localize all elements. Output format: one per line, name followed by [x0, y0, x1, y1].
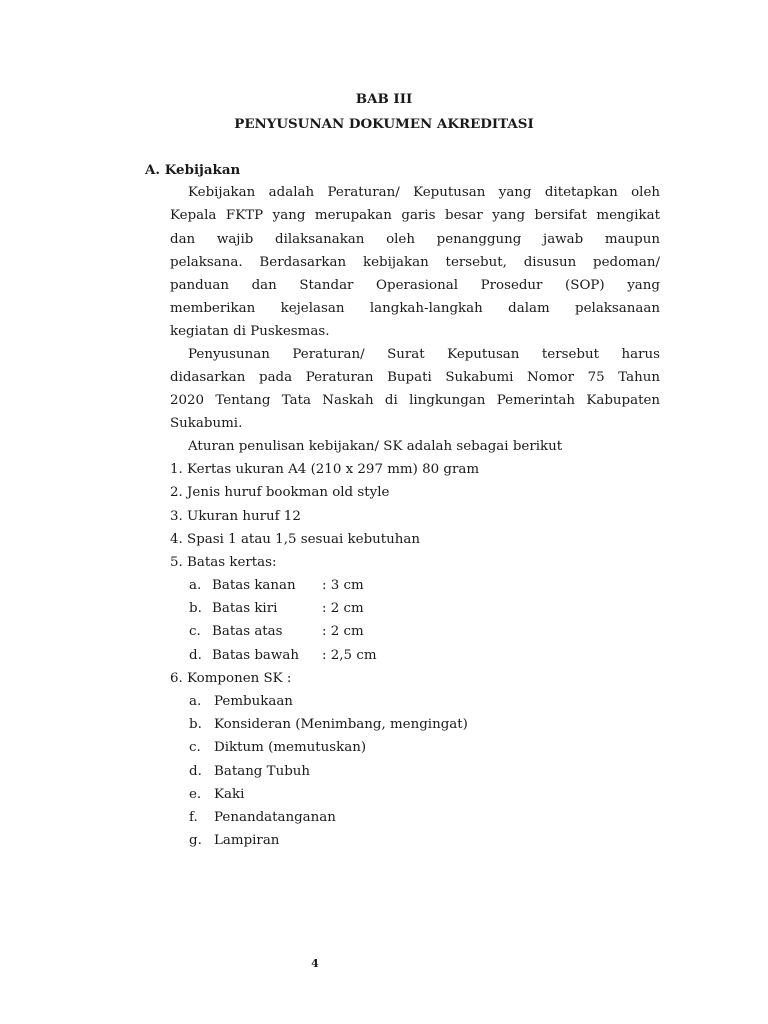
component-label: Batang Tubuh: [214, 764, 311, 779]
paragraph-1-line-7: kegiatan di Puskesmas.: [170, 324, 330, 339]
list-item: 6. Komponen SK :: [170, 671, 292, 686]
margin-letter: d.: [189, 648, 202, 663]
margin-letter: c.: [189, 624, 201, 639]
margin-label: Batas kiri: [212, 601, 278, 616]
margin-label: Batas kanan: [212, 578, 296, 593]
component-letter: a.: [189, 694, 202, 709]
list-item: 3. Ukuran huruf 12: [170, 509, 301, 524]
list-item: 1. Kertas ukuran A4 (210 x 297 mm) 80 gram: [170, 462, 480, 477]
paragraph-1-line-4: pelaksana. Berdasarkan kebijakan tersebut, disusun pedoman/: [170, 255, 660, 270]
margin-value: : 2 cm: [322, 624, 364, 639]
component-label: Diktum (memutuskan): [214, 740, 367, 755]
component-label: Lampiran: [214, 833, 280, 848]
chapter-number: BAB III: [355, 91, 413, 107]
paragraph-1-line-3: dan wajib dilaksanakan oleh penanggung jawab maupun: [170, 232, 660, 247]
component-letter: g.: [189, 833, 202, 848]
margin-label: Batas bawah: [212, 648, 299, 663]
margin-label: Batas atas: [212, 624, 283, 639]
margin-value: : 2 cm: [322, 601, 364, 616]
component-label: Penandatanganan: [214, 810, 336, 825]
margin-value: : 2,5 cm: [322, 648, 377, 663]
paragraph-2-line-1: Penyusunan Peraturan/ Surat Keputusan tersebut harus: [188, 347, 660, 362]
component-label: Kaki: [214, 787, 245, 802]
margin-value: : 3 cm: [322, 578, 364, 593]
component-letter: c.: [189, 740, 201, 755]
component-letter: b.: [189, 717, 202, 732]
list-item: 5. Batas kertas:: [170, 555, 277, 570]
paragraph-1-line-6: memberikan kejelasan langkah-langkah dalam pelaksanaan: [170, 301, 660, 316]
page-number: 4: [311, 957, 319, 970]
component-letter: e.: [189, 787, 202, 802]
margin-letter: b.: [189, 601, 202, 616]
margin-letter: a.: [189, 578, 202, 593]
section-heading: A. Kebijakan: [145, 162, 241, 178]
chapter-title: PENYUSUNAN DOKUMEN AKREDITASI: [234, 116, 534, 132]
component-label: Pembukaan: [214, 694, 293, 709]
component-letter: f.: [189, 810, 198, 825]
list-item: 2. Jenis huruf bookman old style: [170, 485, 390, 500]
paragraph-3: Aturan penulisan kebijakan/ SK adalah sebagai berikut: [188, 439, 563, 454]
component-letter: d.: [189, 764, 202, 779]
paragraph-1-line-5: panduan dan Standar Operasional Prosedur (SOP) yang: [170, 278, 660, 293]
list-item: 4. Spasi 1 atau 1,5 sesuai kebutuhan: [170, 532, 421, 547]
paragraph-2-line-2: didasarkan pada Peraturan Bupati Sukabumi Nomor 75 Tahun: [170, 370, 660, 385]
component-label: Konsideran (Menimbang, mengingat): [214, 717, 468, 732]
paragraph-1-line-1: Kebijakan adalah Peraturan/ Keputusan yang ditetapkan oleh: [188, 185, 660, 200]
paragraph-2-line-4: Sukabumi.: [170, 416, 243, 431]
paragraph-2-line-3: 2020 Tentang Tata Naskah di lingkungan Pemerintah Kabupaten: [170, 393, 660, 408]
paragraph-1-line-2: Kepala FKTP yang merupakan garis besar yang bersifat mengikat: [170, 208, 660, 223]
